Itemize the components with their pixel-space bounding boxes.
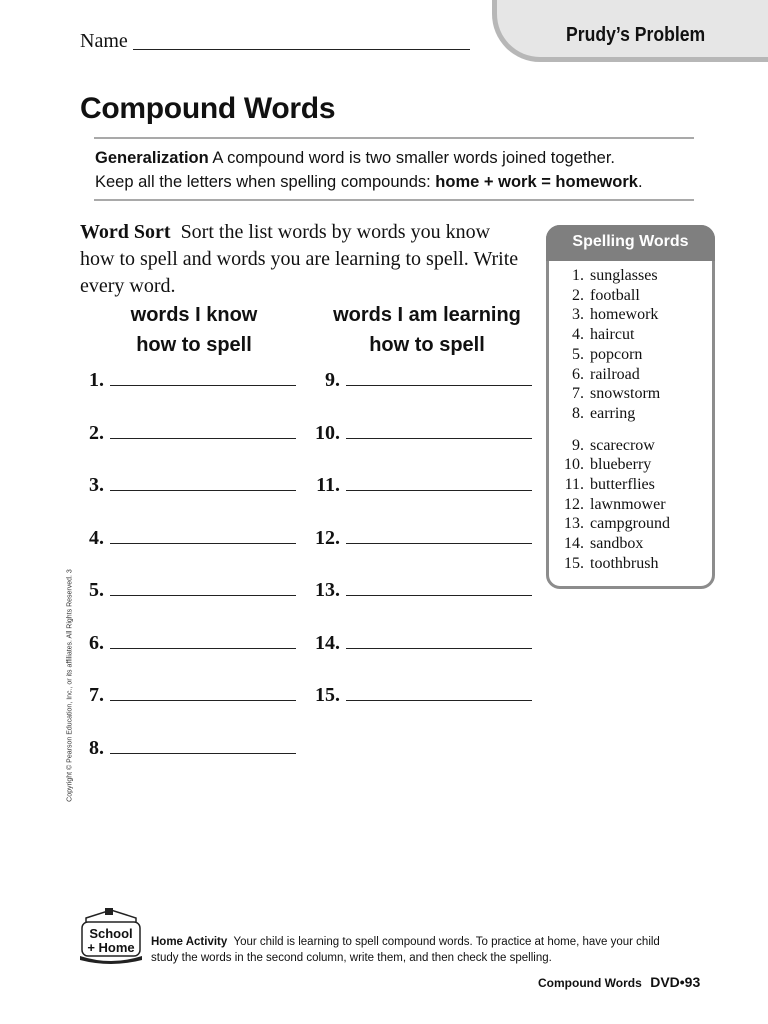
answer-row: [308, 422, 532, 446]
answer-row: [80, 527, 296, 551]
spelling-word: football: [590, 286, 640, 304]
answer-line[interactable]: [346, 579, 532, 596]
answer-row: [308, 527, 532, 551]
spelling-word-item: [556, 365, 640, 384]
answer-number: 13.: [315, 579, 340, 601]
name-label: Name: [80, 30, 128, 52]
answer-line[interactable]: [346, 474, 532, 491]
answer-line[interactable]: [110, 684, 296, 701]
answer-line[interactable]: [346, 684, 532, 701]
generalization-label: Generalization: [95, 149, 209, 167]
spelling-word: sunglasses: [590, 267, 658, 284]
spelling-word-number: 11.: [564, 476, 584, 493]
spelling-word-item: [556, 286, 640, 305]
answer-row: [80, 422, 296, 446]
spelling-word-number: 4.: [572, 326, 584, 344]
spelling-word-number: 6.: [572, 365, 584, 383]
answer-line[interactable]: [346, 422, 532, 439]
answer-row: [80, 632, 296, 656]
spelling-words-title: Spelling Words: [572, 233, 689, 250]
spelling-word: blueberry: [590, 456, 652, 474]
answer-number: 7.: [89, 684, 104, 706]
spelling-word: toothbrush: [590, 554, 659, 572]
copyright-notice: Copyright © Pearson Education, Inc., or its affiliates. All Rights Reserved. 3: [66, 569, 74, 802]
school-home-logo: [78, 908, 144, 966]
answer-row: [80, 369, 296, 393]
spelling-word-number: 2.: [572, 286, 584, 304]
column-heading-learning-line1: words I am learning: [333, 304, 521, 326]
spelling-word-number: 5.: [572, 345, 584, 363]
column-heading-know: [100, 300, 288, 360]
spelling-word: haircut: [590, 326, 635, 344]
answer-line[interactable]: [346, 632, 532, 649]
answer-row: [80, 684, 296, 708]
answer-row: [308, 632, 532, 656]
spelling-word-number: 7.: [572, 385, 584, 403]
spelling-word-item: [556, 345, 642, 364]
spelling-word-number: 13.: [564, 515, 584, 533]
answer-number: 15.: [315, 684, 340, 706]
answer-number: 9.: [325, 369, 340, 391]
answer-row: [80, 579, 296, 603]
answer-line[interactable]: [110, 474, 296, 491]
spelling-word: sandbox: [590, 535, 644, 553]
name-field-line[interactable]: [133, 49, 470, 50]
spelling-word-item: [556, 495, 666, 514]
spelling-word-number: 3.: [572, 306, 584, 324]
answer-line[interactable]: [110, 422, 296, 439]
answer-line[interactable]: [346, 527, 532, 544]
answer-number: 14.: [315, 631, 340, 654]
spelling-word-item: [556, 305, 658, 324]
page-title: Compound Words: [80, 92, 336, 125]
spelling-word: lawnmower: [590, 495, 666, 513]
answer-row: [80, 737, 296, 761]
spelling-word-item: [556, 436, 655, 455]
page-number: DVD•93: [650, 974, 701, 990]
answer-row: [80, 474, 296, 498]
spelling-word: popcorn: [590, 345, 643, 363]
answer-number: 10.: [315, 421, 340, 444]
logo-line2: + Home: [87, 940, 135, 955]
home-activity-text: Your child is learning to spell compound words. To practice at home, have your child study the words in the second column, write them, and then check the spelling.: [151, 936, 660, 964]
spelling-word-number: 8.: [572, 404, 584, 422]
spelling-word-item: [556, 475, 655, 494]
answer-number: 2.: [89, 421, 104, 444]
answer-line[interactable]: [110, 369, 296, 386]
footer-page-info: [538, 974, 700, 992]
answer-row: [308, 369, 532, 393]
footer-title: Compound Words: [538, 976, 642, 990]
answer-number: 4.: [89, 526, 104, 549]
answer-row: [308, 579, 532, 603]
spelling-word: scarecrow: [590, 436, 655, 454]
answer-line[interactable]: [346, 369, 532, 386]
spelling-word-item: [556, 554, 658, 573]
title-rule-bottom: [94, 199, 694, 201]
spelling-word-number: 1.: [572, 267, 584, 284]
spelling-word-item: [556, 266, 658, 285]
answer-number: 6.: [89, 631, 104, 654]
answer-number: 5.: [89, 579, 104, 601]
spelling-word-item: [556, 455, 651, 474]
answer-row: [308, 684, 532, 708]
spelling-word: railroad: [590, 365, 640, 383]
worksheet-subtitle: Prudy’s Problem: [566, 24, 706, 46]
generalization-box: [95, 146, 715, 194]
generalization-period: .: [637, 173, 643, 191]
spelling-word: butterflies: [590, 476, 655, 493]
spelling-word-number: 12.: [564, 495, 584, 513]
spelling-word-item: [556, 384, 660, 403]
answer-row: [308, 474, 532, 498]
title-rule-top: [94, 137, 694, 139]
spelling-word-item: [556, 534, 643, 553]
column-heading-know-line2: how to spell: [136, 334, 252, 356]
spelling-word-number: 14.: [564, 535, 584, 553]
column-heading-know-line1: words I know: [130, 304, 258, 326]
generalization-example: home + work = homework: [435, 173, 638, 191]
column-heading-learning: [316, 300, 538, 360]
spelling-word-item: [556, 514, 670, 533]
answer-line[interactable]: [110, 737, 296, 754]
answer-number: 12.: [315, 526, 340, 549]
answer-number: 8.: [89, 736, 104, 759]
generalization-text1: A compound word is two smaller words joined together.: [212, 149, 616, 167]
answer-number: 3.: [89, 474, 104, 496]
spelling-word-number: 9.: [572, 436, 584, 454]
spelling-word: homework: [590, 306, 659, 324]
answer-line[interactable]: [110, 527, 296, 544]
column-heading-learning-line2: how to spell: [369, 334, 485, 356]
spelling-word: campground: [590, 515, 670, 533]
logo-line1: School: [89, 926, 133, 941]
home-activity-label: Home Activity: [151, 936, 228, 948]
spelling-word-item: [556, 325, 634, 344]
answer-line[interactable]: [110, 632, 296, 649]
word-sort-label: Word Sort: [80, 221, 171, 243]
word-sort-text: Sort the list words by words you know how to spell and words you are learning to spell. Write every word.: [80, 221, 519, 297]
word-sort-instructions: [80, 219, 520, 300]
spelling-word-number: 10.: [564, 456, 584, 474]
answer-line[interactable]: [110, 579, 296, 596]
spelling-word-item: [556, 404, 635, 423]
spelling-word: snowstorm: [590, 385, 661, 403]
home-activity: [151, 934, 671, 966]
generalization-text2: Keep all the letters when spelling compounds:: [95, 173, 436, 191]
spelling-word: earring: [590, 404, 636, 422]
spelling-word-number: 15.: [564, 554, 584, 572]
answer-number: 11.: [316, 474, 340, 496]
answer-number: 1.: [89, 369, 104, 391]
